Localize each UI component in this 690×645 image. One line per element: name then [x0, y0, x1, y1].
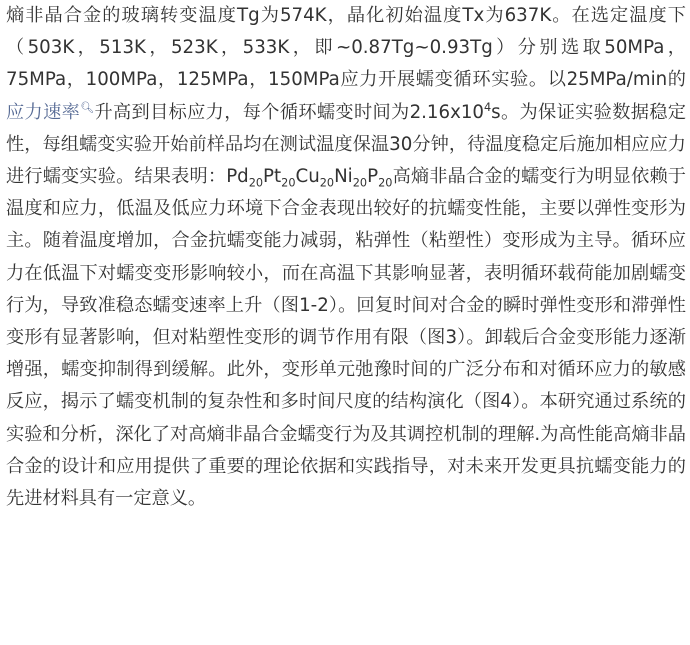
article-body — [6, 0, 686, 515]
keyword-link[interactable] — [6, 102, 94, 123]
element-symbol: Cu — [295, 166, 320, 188]
text-segment: 高熵非晶合金的蠕变行为明显依赖于温度和应力，低温及低应力环境下合金表现出较好的抗蠕变性能，主要以弹性变形为主。随着温度增加，合金抗蠕变能力减弱，粘弹性（粘塑性）变形成为主导。循环应力在低温下对蠕变变形影响较小，而在高温下其影响显著，表明循环载荷能加剧蠕变行为，导致准稳态蠕变速率上升（图1-2）。回复时间对合金的瞬时弹性变形和滞弹性变形有显著影响，但对粘塑性变形的调节作用有限（图3）。卸载后合金变形能力逐渐增强，蠕变抑制得到缓解。此外，变形单元弛豫时间的广泛分布和对循环应力的敏感反应，揭示了蠕变机制的复杂性和多时间尺度的结构演化（图4）。本研究通过系统的实验和分析，深化了对高熵非晶合金蠕变行为及其调控机制的理解.为高性能高熵非晶合金的设计和应用提供了重要的理论依据和实践指导，对未来开发更具抗蠕变能力的先进材料具有一定意义。 — [6, 166, 686, 510]
element-symbol: Pd — [226, 166, 249, 188]
element-subscript: 20 — [378, 176, 393, 190]
keyword-link-label[interactable]: 应力速率 — [6, 101, 81, 123]
element-symbol: Pt — [263, 166, 282, 188]
element-symbol: P — [367, 166, 379, 188]
text-segment: 熵非晶合金的玻璃转变温度Tg为574K，晶化初始温度Tx为637K。在选定温度下（503K，513K，523K，533K，即~0.87Tg~0.93Tg）分别选取50MPa，75MPa，100MPa，125MPa，150MPa应力开展蠕变循环实验。以25MPa/min的 — [6, 5, 686, 91]
element-subscript: 20 — [319, 176, 335, 190]
element-subscript: 20 — [248, 176, 264, 190]
text-segment: 升高到目标应力，每个循环蠕变时间为2.16x10 — [94, 101, 484, 123]
search-icon[interactable]: 🔍︎ — [80, 100, 95, 114]
alloy-formula — [226, 166, 393, 190]
paragraph — [6, 0, 686, 515]
element-subscript: 20 — [281, 176, 296, 190]
text-segment: s。为保证实验数据稳定性，每组蠕变实验开始前样品均在测试温度保温30分钟，待温度稳定后施加相应应力进行蠕变实验。结果表明： — [6, 101, 686, 188]
element-symbol: Ni — [334, 166, 353, 188]
element-subscript: 20 — [352, 176, 368, 190]
exponent: 4 — [483, 100, 492, 114]
